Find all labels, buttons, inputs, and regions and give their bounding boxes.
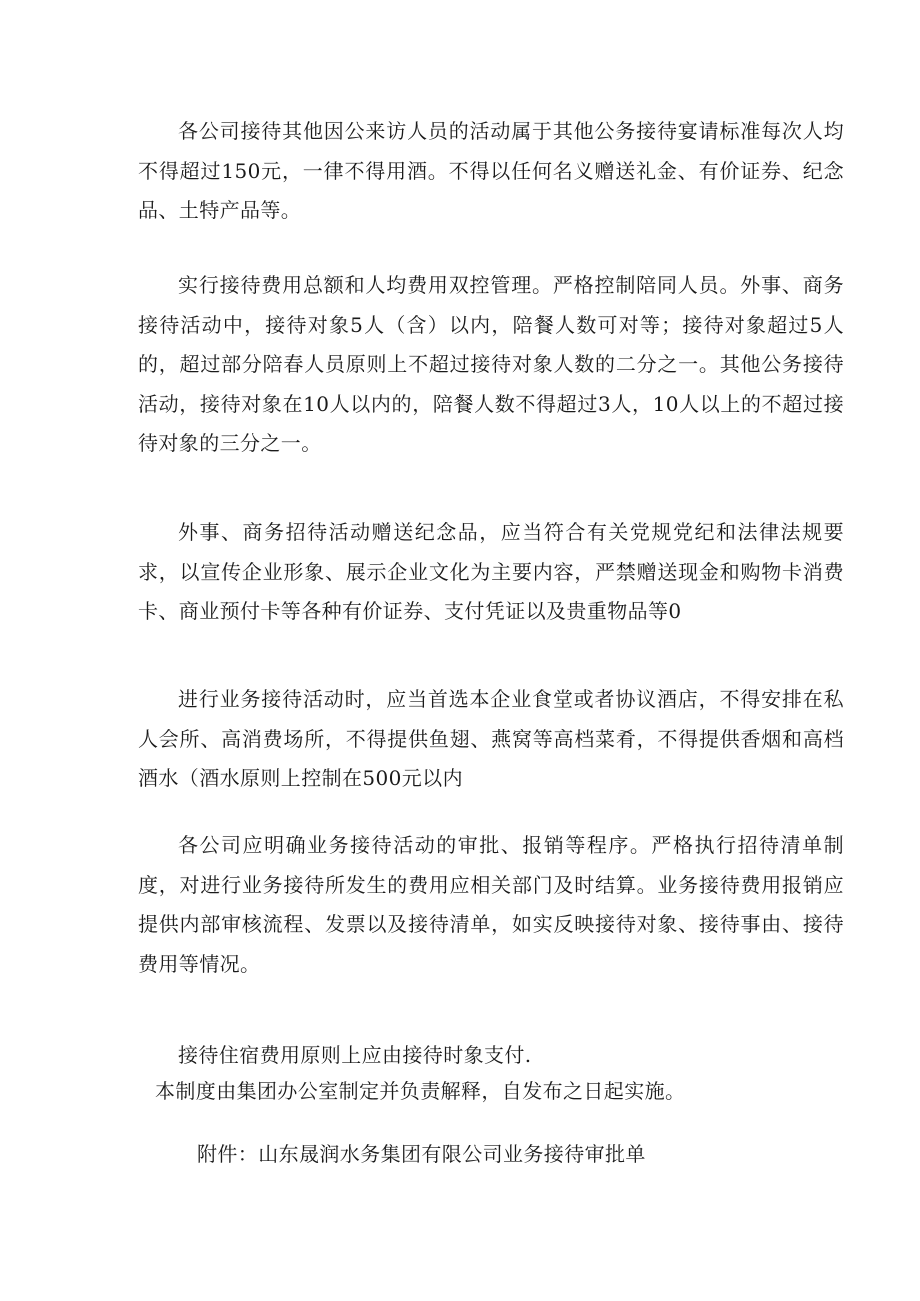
attachment-line: 附件：山东晟润水务集团有限公司业务接待审批单 xyxy=(197,1142,646,1166)
interpretation-line: 本制度由集团办公室制定并负责解释，自发布之日起实施。 xyxy=(155,1079,686,1103)
paragraph-venue-rules: 进行业务接待活动时，应当首选本企业食堂或者协议酒店，不得安排在私人会所、高消费场所，不得提供鱼翅、燕窝等高档菜肴，不得提供香烟和高档酒水（酒水原则上控制在500元以内 xyxy=(138,687,844,790)
paragraph-gifts: 外事、商务招待活动赠送纪念品，应当符合有关党规党纪和法律法规要求，以宣传企业形象、展示企业文化为主要内容，严禁赠送现金和购物卡消费卡、商业预付卡等各种有价证券、支付凭证以及贵重物品等0 xyxy=(138,520,844,623)
paragraph-dual-control: 实行接待费用总额和人均费用双控管理。严格控制陪同人员。外事、商务接待活动中，接待对象5人（含）以内，陪餐人数可对等；接待对象超过5人的，超过部分陪春人员原则上不超过接待对象人数的二分之一。其他公务接待活动，接待对象在10人以内的，陪餐人数不得超过3人，10人以上的不超过接待对象的三分之一。 xyxy=(138,273,844,455)
paragraph-entertainment-standard: 各公司接待其他因公来访人员的活动属于其他公务接待宴请标准每次人均不得超过150元，一律不得用酒。不得以任何名义赠送礼金、有价证券、纪念品、土特产品等。 xyxy=(138,119,844,222)
paragraph-approval-procedure: 各公司应明确业务接待活动的审批、报销等程序。严格执行招待清单制度，对进行业务接待所发生的费用应相关部门及时结算。业务接待费用报销应提供内部审核流程、发票以及接待清单，如实反映接待对象、接待事由、接待费用等情况。 xyxy=(138,833,844,976)
accommodation-line: 接待住宿费用原则上应由接待时象支付. xyxy=(178,1043,532,1067)
